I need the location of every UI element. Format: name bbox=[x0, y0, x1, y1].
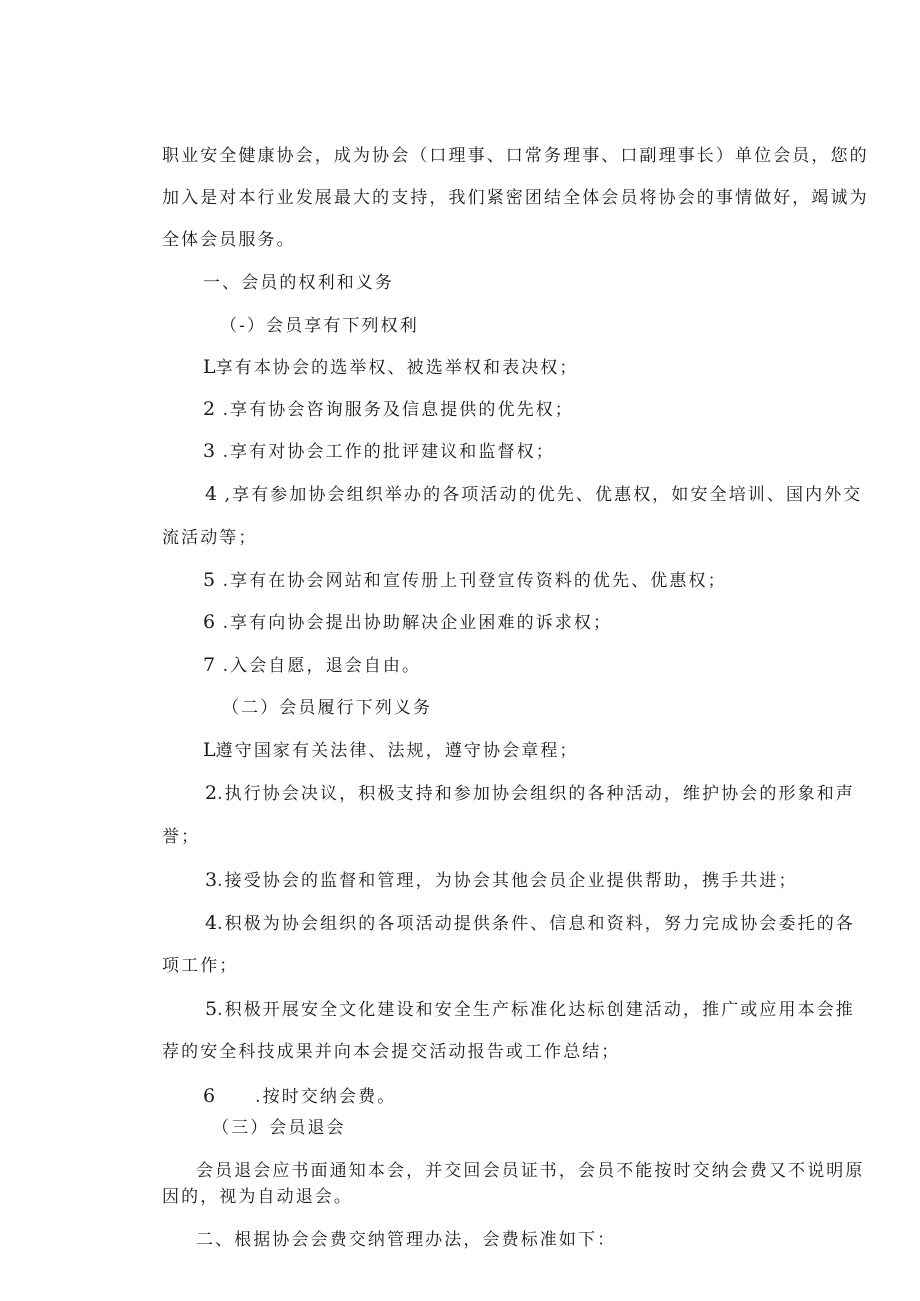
duties-item-5-continued: 荐的安全科技成果并向本会提交活动报告或工作总结； bbox=[162, 1042, 621, 1062]
rights-item-5 bbox=[203, 569, 727, 592]
rights-item-2 bbox=[203, 398, 574, 421]
item-text: ,享有参加协会组织举办的各项活动的优先、优惠权，如安全培训、国内外交 bbox=[217, 485, 863, 505]
intro-line-2: 加入是对本行业发展最大的支持，我们紧密团结全体会员将协会的事情做好，竭诚为 bbox=[162, 188, 869, 208]
item-number: L bbox=[203, 739, 216, 761]
item-text: .积极为协会组织的各项活动提供条件、信息和资料，努力完成协会委托的各 bbox=[217, 914, 855, 934]
duties-item-2-continued: 誉； bbox=[162, 827, 201, 847]
item-number: 4 bbox=[205, 483, 218, 505]
item-text: .入会自愿，退会自由。 bbox=[215, 656, 422, 676]
item-number: 3 bbox=[203, 440, 216, 462]
item-number: 3 bbox=[205, 869, 218, 891]
item-text: 遵守国家有关法律、法规，遵守协会章程； bbox=[215, 741, 579, 761]
item-number: 2 bbox=[203, 398, 216, 420]
item-text: 享有本协会的选举权、被选举权和表决权； bbox=[215, 358, 579, 378]
rights-item-1 bbox=[203, 356, 579, 379]
withdraw-heading: （三）会员退会 bbox=[212, 1118, 346, 1138]
rights-item-4-continued: 流活动等； bbox=[162, 528, 258, 548]
duties-item-2 bbox=[205, 782, 855, 805]
rights-item-4 bbox=[205, 483, 862, 506]
duties-item-3 bbox=[205, 869, 798, 892]
duties-item-1 bbox=[203, 739, 579, 762]
rights-item-3 bbox=[203, 440, 555, 463]
item-number: 6 bbox=[203, 611, 216, 633]
intro-line-1: 职业安全健康协会，成为协会（口理事、口常务理事、口副理事长）单位会员，您的 bbox=[162, 146, 869, 166]
duties-item-4-continued: 项工作； bbox=[162, 956, 239, 976]
item-text: .享有向协会提出协助解决企业困难的诉求权； bbox=[215, 613, 613, 633]
duties-item-5 bbox=[205, 998, 855, 1021]
rights-item-7 bbox=[203, 654, 421, 677]
withdraw-line-1: 会员退会应书面通知本会，并交回会员证书，会员不能按时交纳会费又不说明原 bbox=[196, 1161, 865, 1181]
rights-heading: （-）会员享有下列权利 bbox=[220, 316, 419, 336]
item-text: .积极开展安全文化建设和安全生产标准化达标创建活动，推广或应用本会推 bbox=[217, 1000, 855, 1020]
withdraw-line-2: 因的，视为自动退会。 bbox=[162, 1187, 353, 1207]
item-number: 5 bbox=[203, 569, 216, 591]
item-number: 2 bbox=[205, 782, 218, 804]
item-text: .享有协会咨询服务及信息提供的优先权； bbox=[215, 400, 574, 420]
rights-item-6 bbox=[203, 611, 612, 634]
section-2-heading: 二、根据协会会费交纳管理办法，会费标准如下： bbox=[196, 1230, 617, 1250]
item-number: 5 bbox=[205, 998, 218, 1020]
item-number: 6 bbox=[203, 1085, 216, 1107]
item-number: L bbox=[203, 356, 216, 378]
item-number: 4 bbox=[205, 912, 218, 934]
duties-item-6 bbox=[203, 1085, 396, 1108]
section-1-heading: 一、会员的权利和义务 bbox=[203, 273, 394, 293]
item-text: .享有在协会网站和宣传册上刊登宣传资料的优先、优惠权； bbox=[215, 571, 727, 591]
intro-line-3: 全体会员服务。 bbox=[162, 230, 296, 250]
item-number: 7 bbox=[203, 654, 216, 676]
item-text: .享有对协会工作的批评建议和监督权； bbox=[215, 442, 555, 462]
item-text: .按时交纳会费。 bbox=[255, 1087, 397, 1107]
item-text: .接受协会的监督和管理，为协会其他会员企业提供帮助，携手共进； bbox=[217, 871, 798, 891]
item-text: .执行协会决议，积极支持和参加协会组织的各种活动，维护协会的形象和声 bbox=[217, 784, 855, 804]
duties-heading: （二）会员履行下列义务 bbox=[222, 698, 433, 718]
duties-item-4 bbox=[205, 912, 855, 935]
